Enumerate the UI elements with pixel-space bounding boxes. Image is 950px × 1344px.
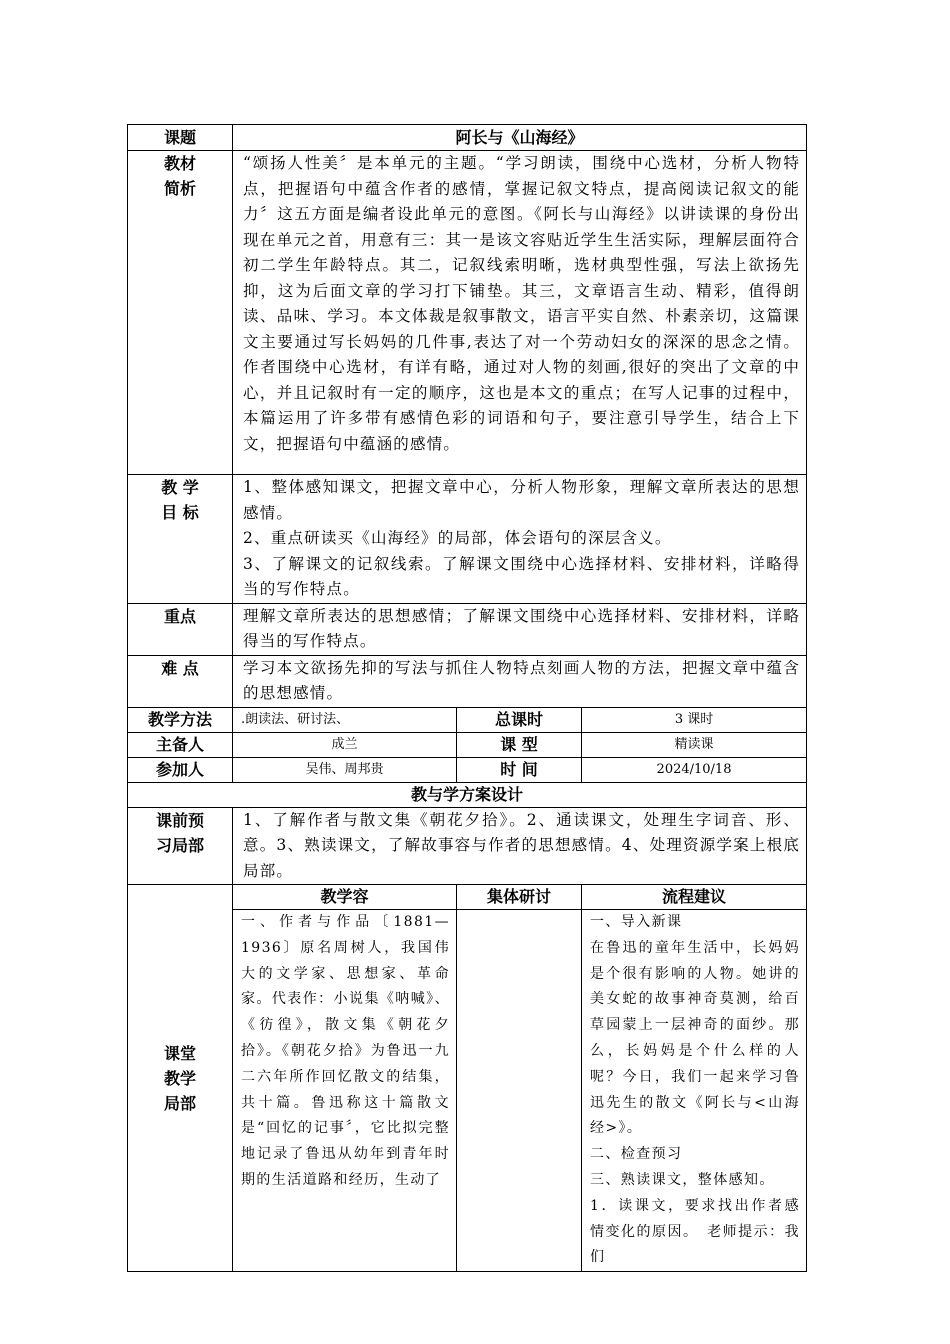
lesson-plan-table xyxy=(127,124,807,1272)
difficulty-label: 难 点 xyxy=(128,655,233,707)
goal-item: 1、整体感知课文，把握文章中心，分析人物形象，理解文章所表达的思想感情。 xyxy=(243,478,801,522)
content-cell: 一、作者与作品〔1881—1936〕原名周树人，我国伟大的文学家、思想家、革命家。代表作：小说集《呐喊》、《彷徨》，散文集《朝花夕拾》。《朝花夕拾》为鲁迅一九二六年所作回忆散文的结集，共十篇。鲁迅称这十篇散文是“回忆的记事〞，它比拟完整地记录了鲁迅从幼年到青年时期的生活道路和经历，生动了 xyxy=(233,910,457,1272)
flow-item: 一、导入新课 xyxy=(590,914,683,930)
lesson-type-value: 精读课 xyxy=(582,732,807,757)
flow-item: 二、检查预习 xyxy=(590,1146,683,1163)
flow-cell xyxy=(582,910,807,1272)
preparer-label: 主备人 xyxy=(128,732,233,757)
content-header: 教学容 xyxy=(233,885,457,910)
flow-item: 三、熟读课文，整体感知。 xyxy=(590,1171,775,1188)
date-label: 时 间 xyxy=(457,757,582,782)
goals-label: 教 学 目 标 xyxy=(128,475,233,604)
analysis-text: “颂扬人性美〞是本单元的主题。“学习朗读，围绕中心选材，分析人物特点，把握语句中蕴含作者的感情，掌握记叙文特点，提高阅读记叙文的能力〞这五方面是编者设此单元的意图。《阿长与山海经》以讲读课的身份出现在单元之首，用意有三：其一是该文容贴近学生生活实际，理解层面符合初二学生年龄特点。其二，记叙线索明晰，选材典型性强，写法上欲扬先抑，这为后面文章的学习打下铺垫。其三，文章语言生动、精彩，值得朗读、品味、学习。本文体裁是叙事散文，语言平实自然、朴素亲切，这篇课文主要通过写长妈妈的几件事,表达了对一个劳动妇女的深深的思念之情。作者围绕中心选材，有详有略，通过对人物的刻画,很好的突出了文章的中心，并且记叙时有一定的顺序，这也是本文的重点；在写人记事的过程中，本篇运用了许多带有感情色彩的词语和句子，要注意引导学生，结合上下文，把握语句中蕴涵的感情。 xyxy=(233,151,807,475)
title-label: 课题 xyxy=(128,125,233,151)
participants-value: 吴伟、周邦贵 xyxy=(233,757,457,782)
goal-item: 2、重点研读买《山海经》的局部，体会语句的深层含义。 xyxy=(243,529,672,547)
lesson-plan-document xyxy=(127,124,806,1272)
design-header: 教与学方案设计 xyxy=(128,782,807,807)
total-hours-label: 总课时 xyxy=(457,707,582,732)
difficulty-text: 学习本文欲扬先抑的写法与抓住人物特点刻画人物的方法，把握文章中蕴含的思想感情。 xyxy=(233,655,807,707)
preview-label: 课前预 习局部 xyxy=(128,807,233,885)
key-label: 重点 xyxy=(128,603,233,655)
flow-item: 1．读课文，要求找出作者感情变化的原因。 老师提示：我们 xyxy=(590,1197,801,1266)
lesson-type-label: 课 型 xyxy=(457,732,582,757)
discussion-cell xyxy=(457,910,582,1272)
preparer-value: 成兰 xyxy=(233,732,457,757)
participants-label: 参加人 xyxy=(128,757,233,782)
class-label: 课堂 教学 局部 xyxy=(128,885,233,1272)
analysis-label: 教材 简析 xyxy=(128,151,233,475)
method-label: 教学方法 xyxy=(128,707,233,732)
preview-text: 1、了解作者与散文集《朝花夕拾》。2、通读课文，处理生字词音、形、意。3、熟读课文，了解故事容与作者的思想感情。4、处理资源学案上根底局部。 xyxy=(233,807,807,885)
lesson-title: 阿长与《山海经》 xyxy=(233,125,807,151)
method-value: .朗读法、研讨法、 xyxy=(233,707,457,732)
flow-header: 流程建议 xyxy=(582,885,807,910)
discussion-header: 集体研讨 xyxy=(457,885,582,910)
total-hours-value: 3 课时 xyxy=(582,707,807,732)
date-value: 2024/10/18 xyxy=(582,757,807,782)
flow-item: 在鲁迅的童年生活中，长妈妈是个很有影响的人物。她讲的美女蛇的故事神奇莫测，给百草园蒙上一层神奇的面纱。那么，长妈妈是个什么样的人呢？今日，我们一起来学习鲁迅先生的散文《阿长与<山海经>》。 xyxy=(590,939,801,1137)
goal-item: 3、了解课文的记叙线索。了解课文围绕中心选择材料、安排材料，详略得当的写作特点。 xyxy=(243,554,801,598)
key-text: 理解文章所表达的思想感情；了解课文围绕中心选择材料、安排材料，详略得当的写作特点。 xyxy=(233,603,807,655)
goals-list xyxy=(233,475,807,604)
